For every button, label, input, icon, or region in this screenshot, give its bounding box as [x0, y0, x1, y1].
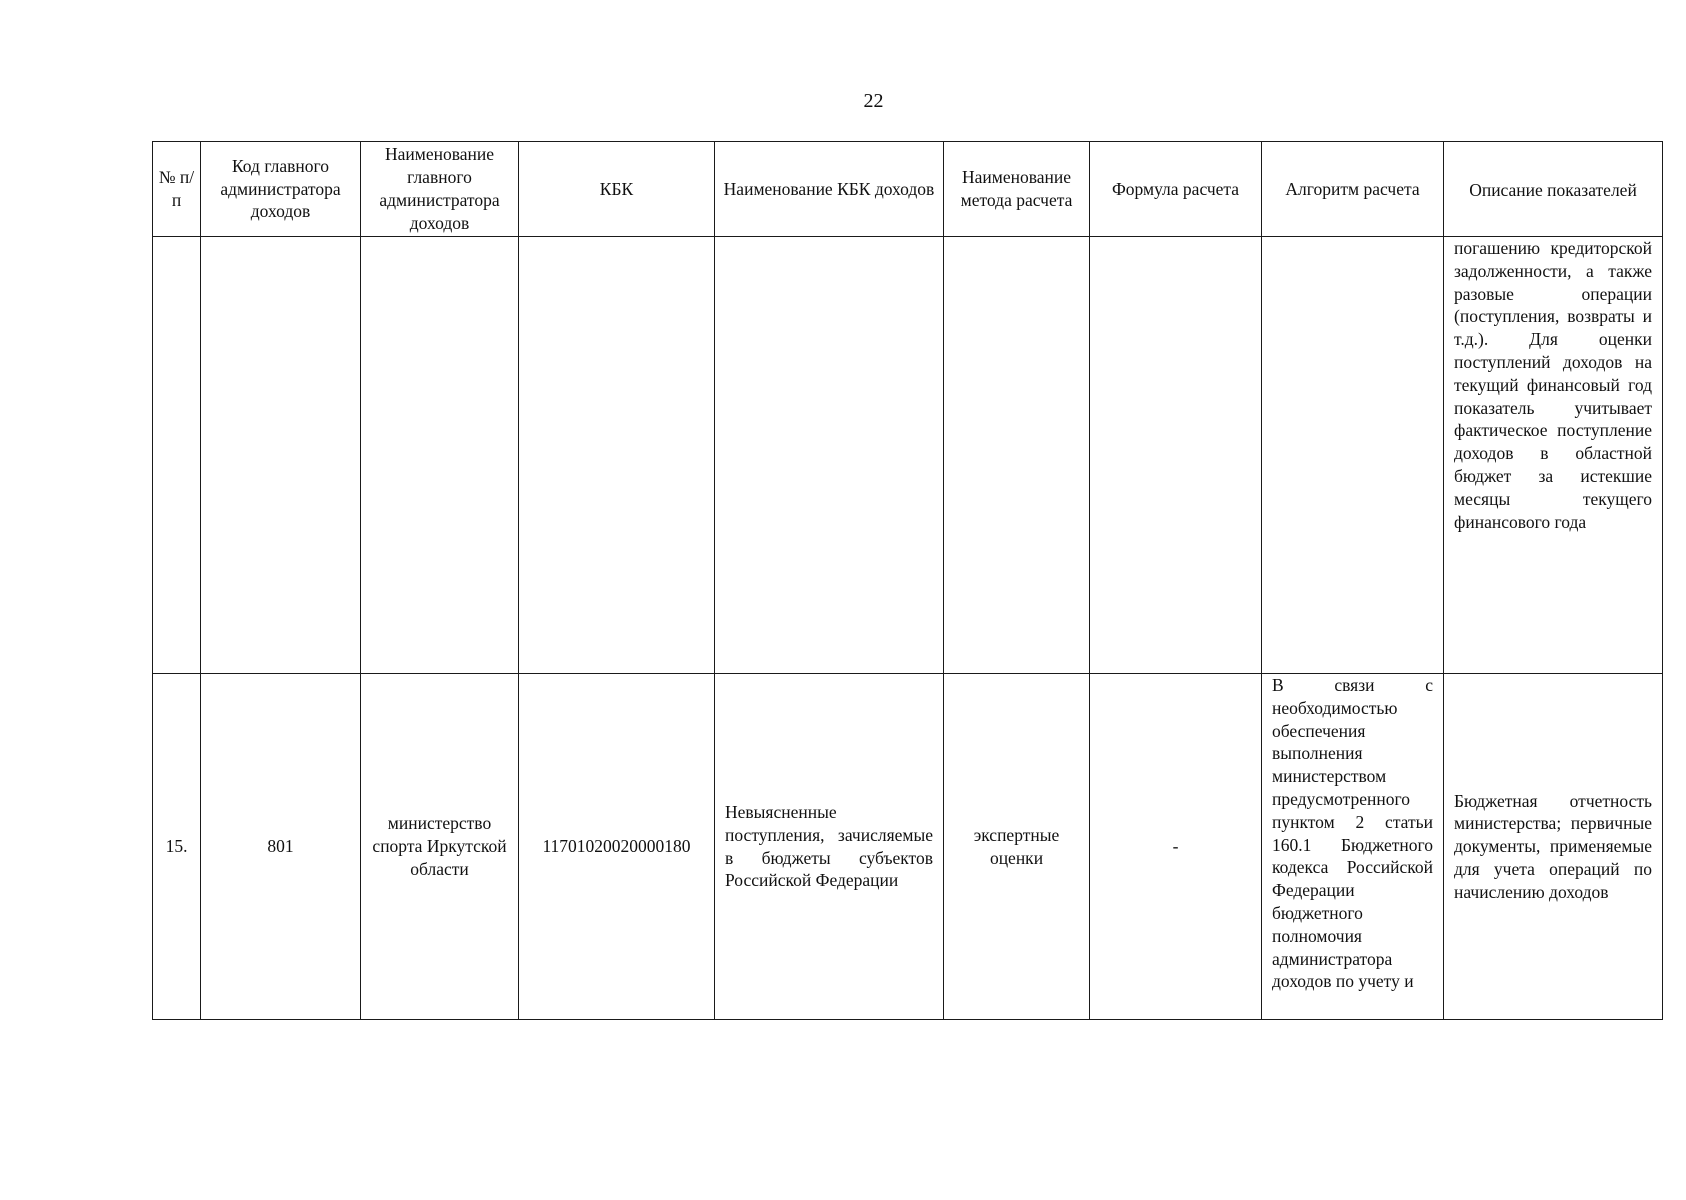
cell-kbk: 11701020020000180	[519, 674, 715, 1020]
cell-description: Бюджетная отчетность министерства; первичные документы, применяемые для учета операций по начислению доходов	[1444, 674, 1663, 1020]
table-row-continuation	[153, 237, 1663, 674]
cell-empty	[1090, 237, 1262, 674]
cell-empty	[1262, 237, 1444, 674]
cell-empty	[519, 237, 715, 674]
cell-admin-name: министерство спорта Иркутской области	[361, 674, 519, 1020]
header-kbk: КБК	[519, 142, 715, 237]
header-kbk-name: Наименование КБК доходов	[715, 142, 944, 237]
cell-empty	[361, 237, 519, 674]
cell-method-name: экспертные оценки	[944, 674, 1090, 1020]
header-algorithm: Алгоритм расчета	[1262, 142, 1444, 237]
cell-admin-code: 801	[201, 674, 361, 1020]
header-method-name: Наименование метода расчета	[944, 142, 1090, 237]
header-description: Описание показателей	[1444, 142, 1663, 237]
cell-empty	[153, 237, 201, 674]
cell-algorithm: В связи с необходимостью обеспечения выполнения министерством предусмотренного пунктом 2 статьи 160.1 Бюджетного кодекса Российской Федерации бюджетного полномочия администратора доходов по учету и	[1262, 674, 1444, 1020]
header-admin-name: Наименование главного администратора доходов	[361, 142, 519, 237]
cell-empty	[715, 237, 944, 674]
header-num: № п/п	[153, 142, 201, 237]
header-formula: Формула расчета	[1090, 142, 1262, 237]
table-row-15	[153, 674, 1663, 1020]
revenue-forecast-table	[152, 141, 1663, 1020]
header-admin-code: Код главного администратора доходов	[201, 142, 361, 237]
cell-empty	[201, 237, 361, 674]
cell-description-continued: погашению кредиторской задолженности, а также разовые операции (поступления, возвраты и т.д.). Для оценки поступлений доходов на текущий финансовый год показатель учитывает фактическое поступление доходов в областной бюджет за истекшие месяцы текущего финансового года	[1444, 237, 1663, 674]
cell-num: 15.	[153, 674, 201, 1020]
cell-empty	[944, 237, 1090, 674]
header-row	[153, 142, 1663, 237]
cell-formula: -	[1090, 674, 1262, 1020]
page-number: 22	[863, 90, 884, 112]
cell-kbk-name: Невыясненные поступления, зачисляемые в бюджеты субъектов Российской Федерации	[715, 674, 944, 1020]
